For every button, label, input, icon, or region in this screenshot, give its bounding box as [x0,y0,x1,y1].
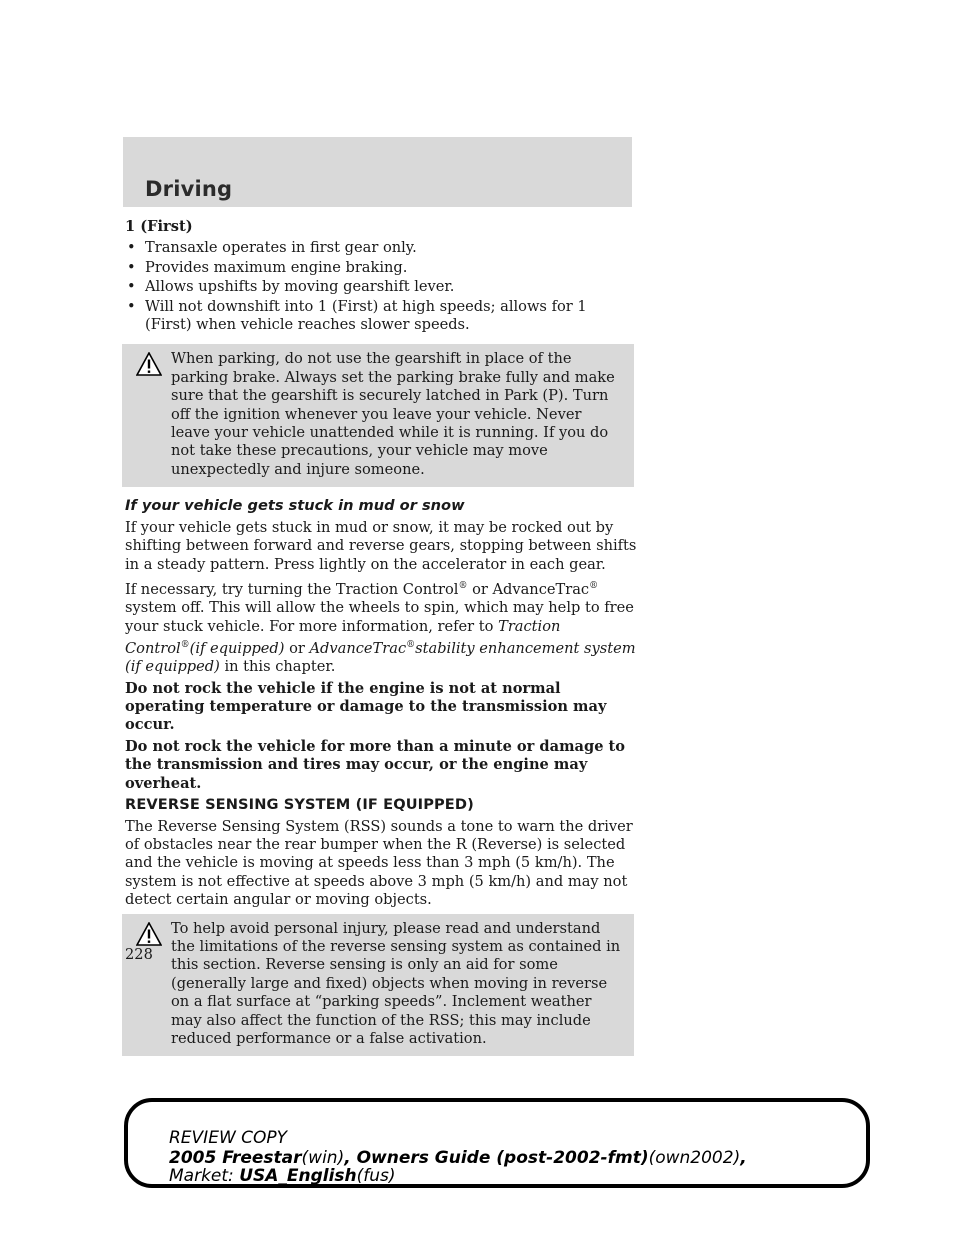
parking-warning-text: When parking, do not use the gearshift in place of the parking brake. Always set the parking brake fully and make sure that the gearshift is securely latched in Park (P). Turn off the ignition whenever you leave your vehicle. Never leave your vehicle unattended while it is running. If you do not take these precautions, your vehicle may move unexpectedly and injure someone. [171,350,615,478]
traction-control-reference: Traction Control®(if equipped) [125,617,561,657]
advancetrac-reference: AdvanceTrac®stability enhancement system (if equipped) [125,639,636,676]
page-number: 228 [125,946,153,963]
rss-paragraph: The Reverse Sensing System (RSS) sounds a tone to warn the driver of obstacles near the rear bumper when the R (Reverse) is selected and the vehicle is moving at speeds less than 3 mph (5 km/h). The system is not effective at speeds above 3 mph (5 km/h) and may not detect certain angular or moving objects. [125,817,633,909]
stuck-paragraph-2: If necessary, try turning the Traction Control® or AdvanceTrac® system off. This will allow the wheels to spin, which may help to free your stuck vehicle. For more information, refer to Traction Control®(if equipped) or AdvanceTrac®stability enhancement system (if equipped) in this chapter. [125,580,636,676]
list-item: • Transaxle operates in first gear only. [127,239,417,257]
review-footer [124,1098,870,1188]
warning-triangle-icon [136,922,162,946]
chapter-header [123,137,632,207]
stuck-paragraph-1: If your vehicle gets stuck in mud or snow, it may be rocked out by shifting between forward and reverse gears, stopping between shifts in a steady pattern. Press lightly on the accelerator in each gear. [125,518,637,573]
rss-warning [122,914,634,1057]
stuck-heading: If your vehicle gets stuck in mud or snow [125,497,465,515]
page-content [125,218,637,1066]
rock-warning-2: Do not rock the vehicle for more than a minute or damage to the transmission and tires may occur, or the engine may overheat. [125,737,626,792]
first-gear-list [125,239,637,334]
list-item: • Allows upshifts by moving gearshift lever. [127,278,455,296]
model-guide-line: 2005 Freestar(win), Owners Guide (post-2002-fmt)(own2002), [169,1148,747,1168]
first-gear-heading: 1 (First) [125,218,193,235]
review-copy-label: REVIEW COPY [169,1128,288,1148]
rss-heading: REVERSE SENSING SYSTEM (IF EQUIPPED) [125,796,474,814]
parking-warning [122,344,634,487]
list-item: • Provides maximum engine braking. [127,258,408,276]
warning-triangle-icon [136,352,162,376]
chapter-title: Driving [145,177,233,201]
list-item: • Will not downshift into 1 (First) at high speeds; allows for 1 (First) when vehicle reaches slower speeds. [127,297,587,334]
market-line: Market: USA_English(fus) [169,1166,396,1186]
rock-warning-1: Do not rock the vehicle if the engine is not at normal operating temperature or damage to the transmission may occur. [125,679,607,734]
rss-warning-text: To help avoid personal injury, please read and understand the limitations of the reverse sensing system as contained in this section. Reverse sensing is only an aid for some (generally large and fixed) objects when moving in reverse on a flat surface at “parking speeds”. Inclement weather may also affect the function of the RSS; this may include reduced performance or a false activation. [171,919,621,1047]
